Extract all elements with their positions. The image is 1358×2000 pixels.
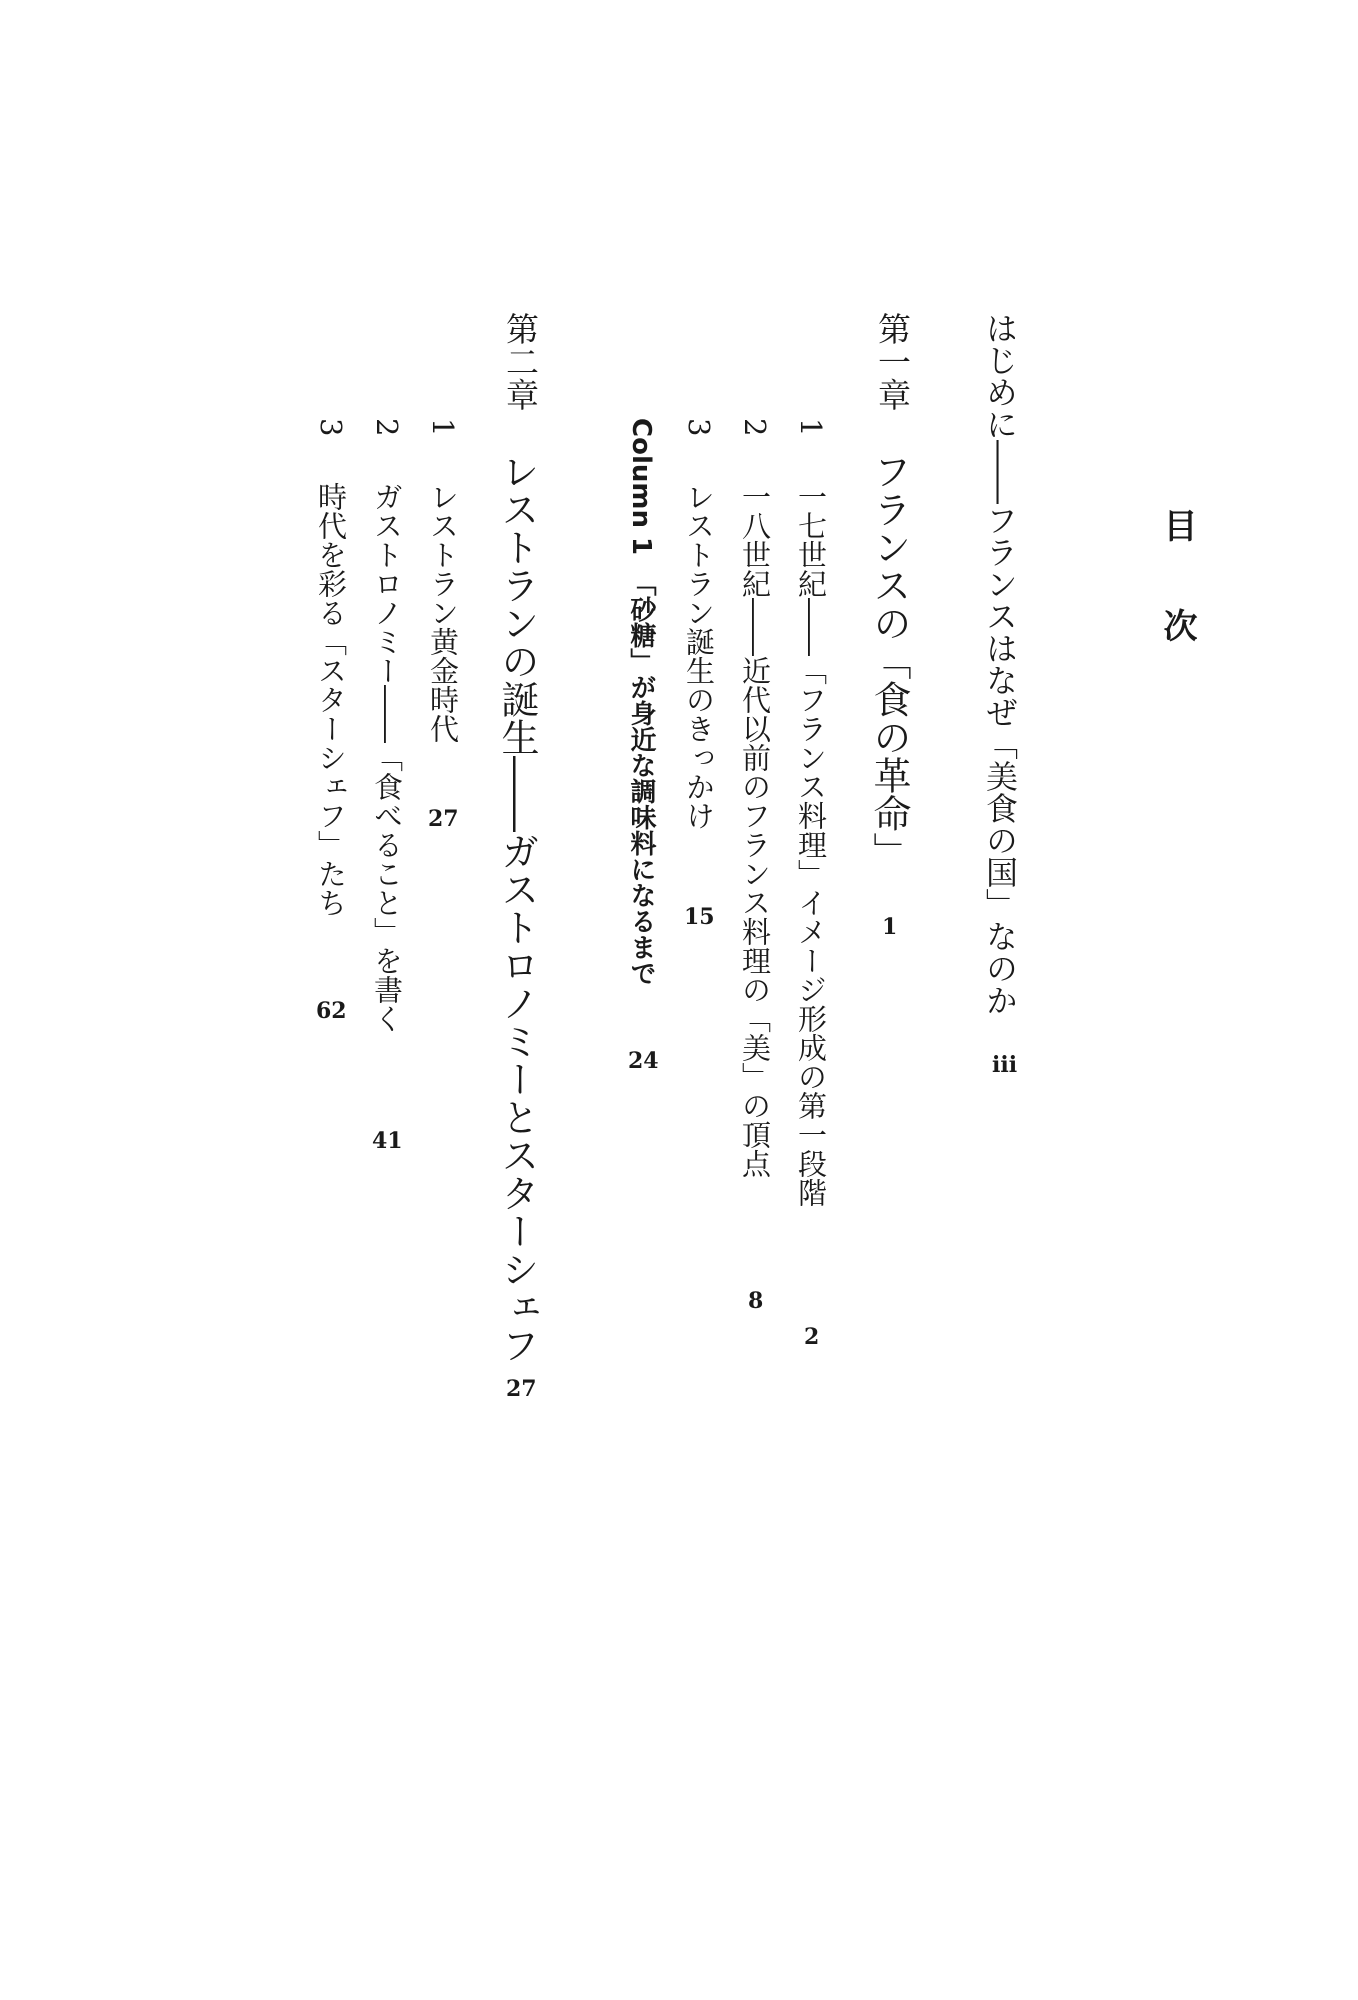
chapter2-page: 27: [506, 1376, 537, 1402]
chapter2-section-2-num: 2: [370, 418, 404, 437]
chapter2-section-1-text: レストラン黄金時代: [426, 482, 460, 743]
chapter1-section-2-text: 一八世紀――近代以前のフランス料理の「美」の頂点: [738, 482, 772, 1178]
chapter1-page: 1: [882, 914, 898, 940]
chapter1-section-1-page: 2: [804, 1324, 820, 1350]
chapter1-label: 第一章: [873, 312, 912, 411]
chapter1-section-3-num: 3: [682, 418, 716, 437]
chapter2-title: レストランの誕生――ガストロノミーとスターシェフ: [495, 452, 539, 1364]
chapter2-section-3-text: 時代を彩る「スターシェフ」たち: [314, 482, 348, 917]
column1-text: 「砂糖」が身近な調味料になるまで: [626, 570, 656, 986]
chapter2-section-1-num: 1: [426, 418, 460, 437]
chapter2-section-1-page: 27: [428, 806, 459, 832]
preface-entry: はじめに――フランスはなぜ「美食の国」なのか: [981, 312, 1019, 1016]
chapter1-section-1-text: 一七世紀――「フランス料理」イメージ形成の第一段階: [794, 482, 828, 1207]
chapter2-section-2-text: ガストロノミー――「食べること」を書く: [370, 482, 404, 1033]
chapter1-title: フランスの「食の革命」: [867, 452, 911, 870]
column1-page: 24: [628, 1048, 659, 1074]
preface-page: iii: [992, 1052, 1018, 1078]
chapter1-section-3-page: 15: [684, 904, 715, 930]
chapter1-section-3-text: レストラン誕生のきっかけ: [682, 482, 716, 830]
column1-label: Column 1: [626, 418, 656, 556]
chapter1-section-1-num: 1: [794, 418, 828, 437]
toc-title: 目次: [1157, 508, 1197, 708]
chapter2-section-3-num: 3: [314, 418, 348, 437]
chapter1-section-2-num: 2: [738, 418, 772, 437]
chapter2-label: 第二章: [501, 312, 540, 411]
chapter2-section-2-page: 41: [372, 1128, 403, 1154]
chapter2-section-3-page: 62: [316, 998, 347, 1024]
chapter1-section-2-page: 8: [748, 1288, 764, 1314]
